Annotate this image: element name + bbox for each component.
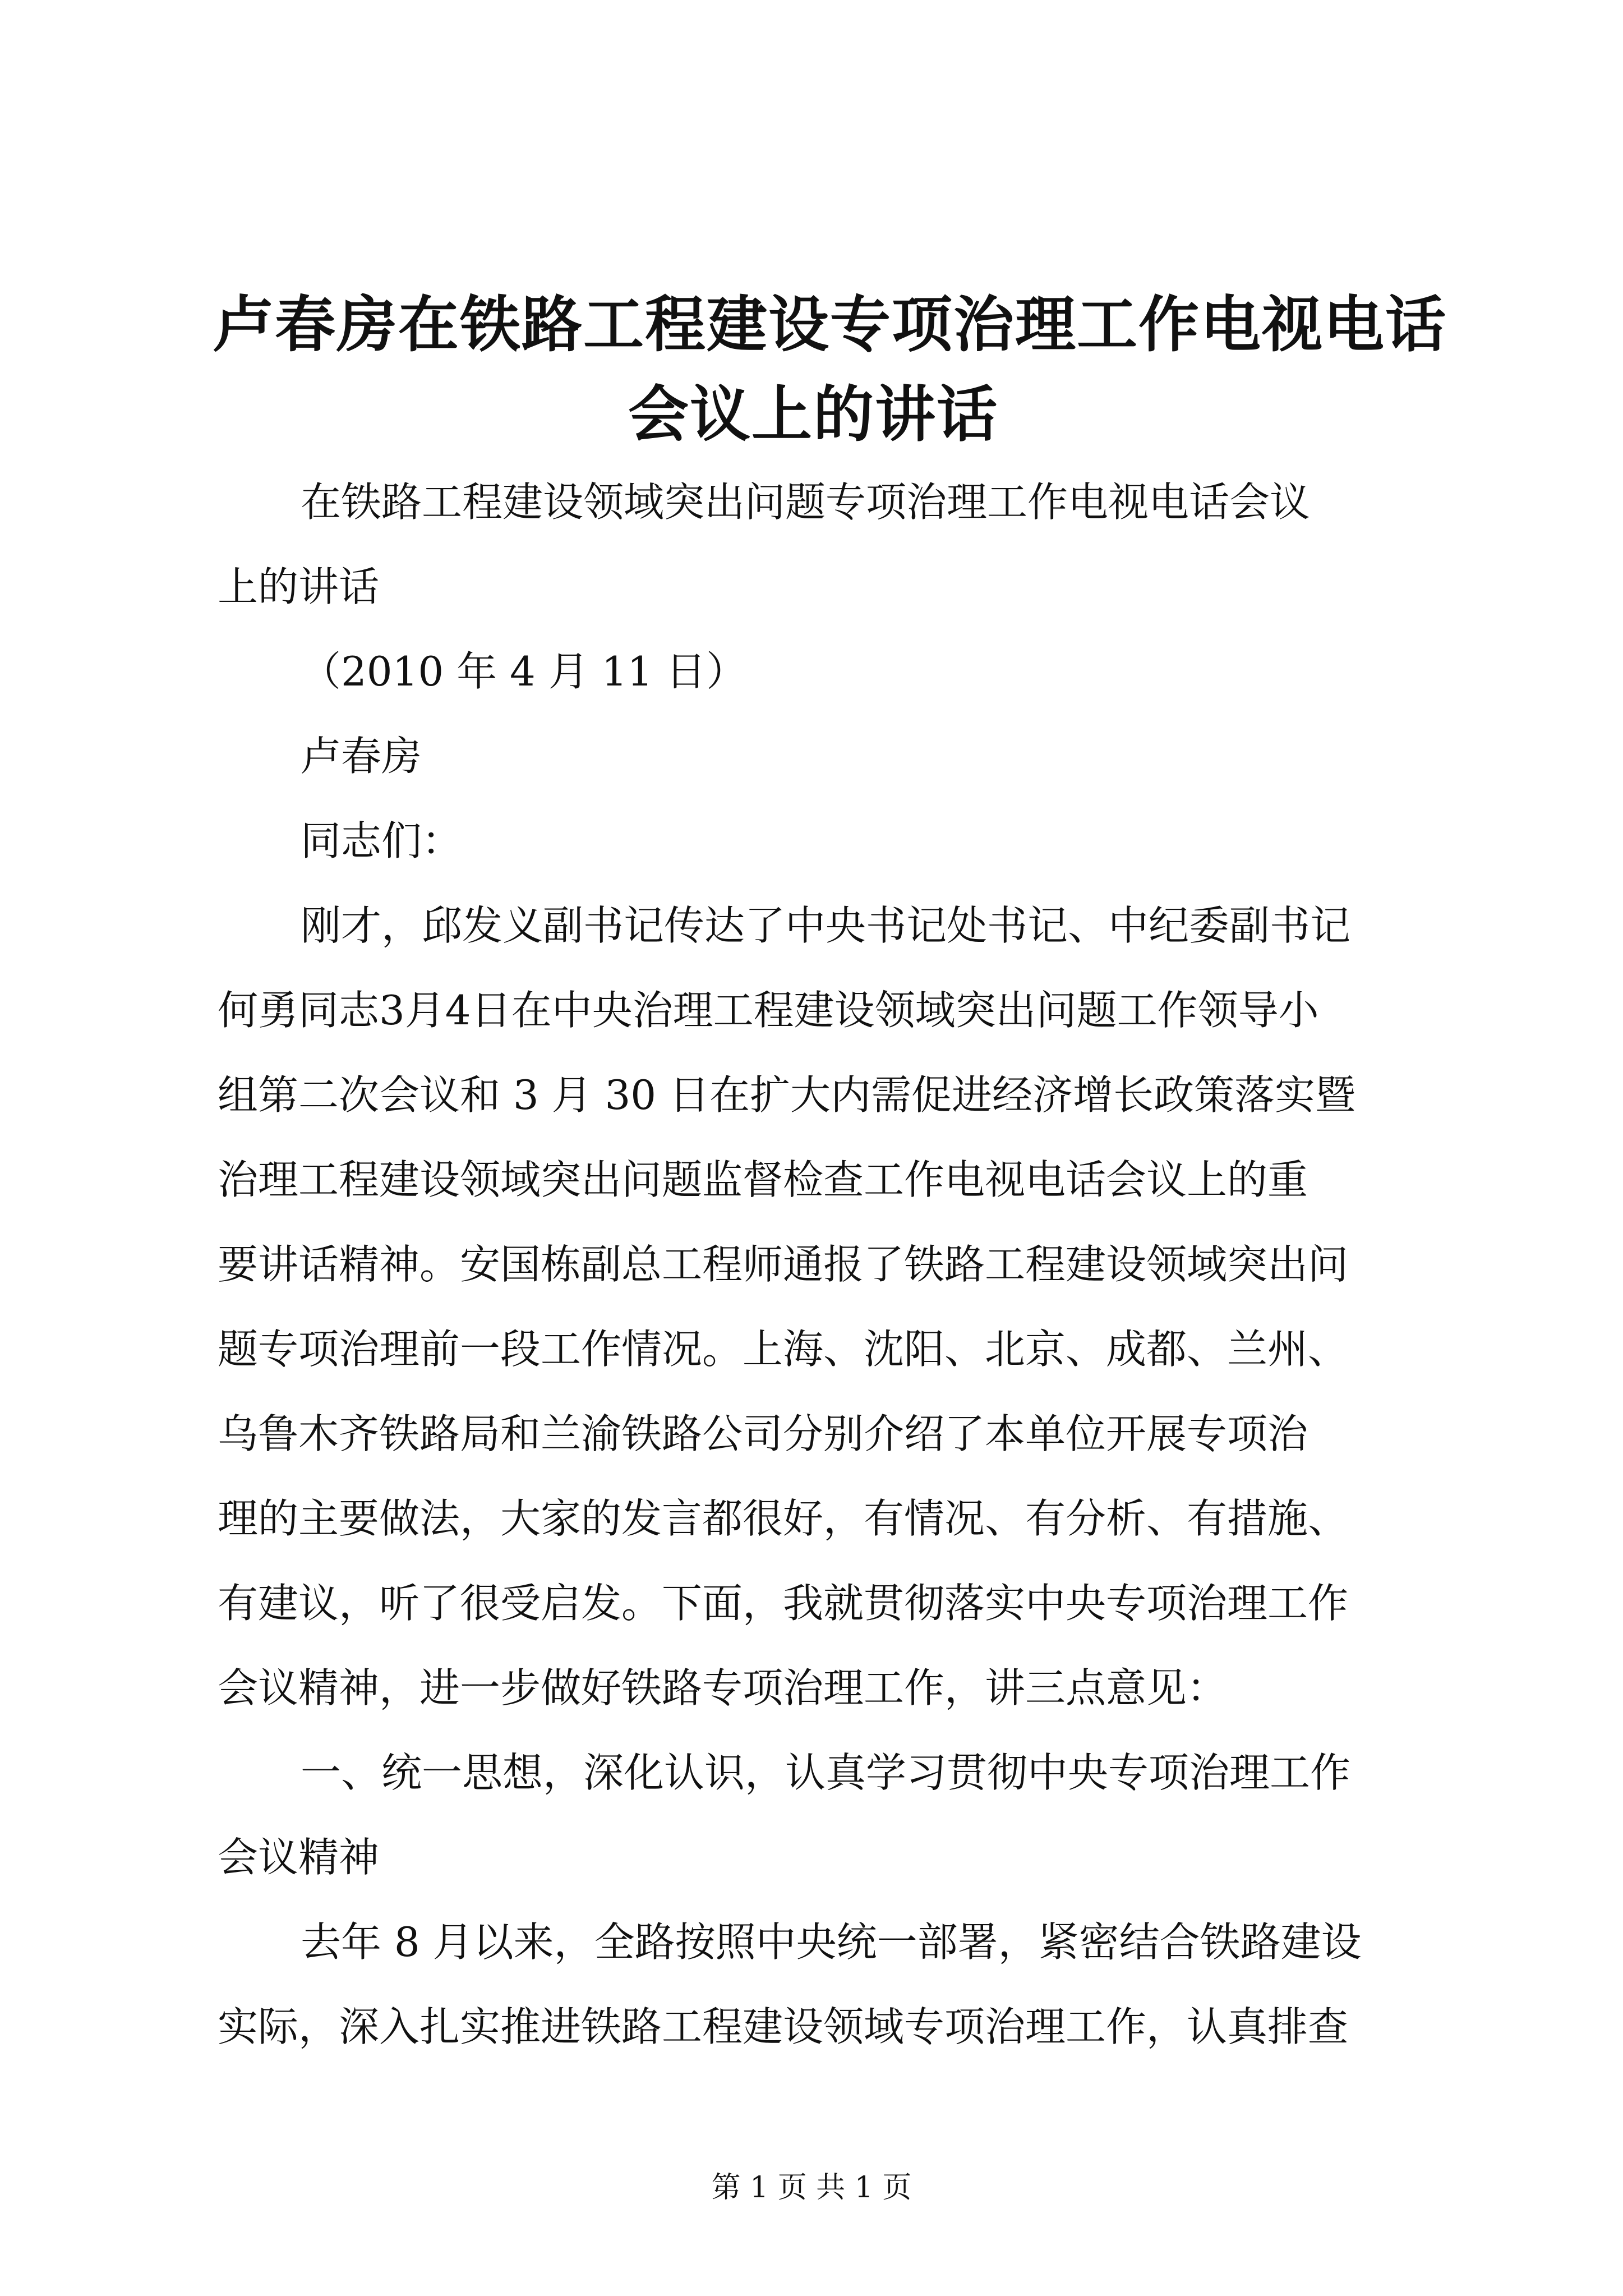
body-line: 会议精神，进一步做好铁路专项治理工作，讲三点意见： [218, 1664, 1228, 1711]
body-line: 卢春房 [301, 733, 422, 780]
body-line: 会议精神 [218, 1834, 380, 1881]
body-line: 一、统一思想，深化认识，认真学习贯彻中央专项治理工作 [301, 1749, 1351, 1796]
body-line: 治理工程建设领域突出问题监督检查工作电视电话会议上的重 [218, 1156, 1308, 1203]
page-footer: 第 1 页 共 1 页 [711, 2171, 912, 2205]
body-line: 题专项治理前一段工作情况。上海、沈阳、北京、成都、兰州、 [218, 1326, 1349, 1373]
body-line: 要讲话精神。安国栋副总工程师通报了铁路工程建设领域突出问 [218, 1241, 1349, 1288]
body-line: 同志们： [301, 817, 463, 864]
body-line: 去年 8 月以来，全路按照中央统一部署，紧密结合铁路建设 [301, 1918, 1362, 1966]
title-line-2: 会议上的讲话 [628, 380, 998, 450]
body-line: 乌鲁木齐铁路局和兰渝铁路公司分别介绍了本单位开展专项治 [218, 1410, 1308, 1457]
body-line: 理的主要做法，大家的发言都很好，有情况、有分析、有措施、 [218, 1495, 1349, 1542]
document-body [218, 460, 1423, 2069]
body-line: （2010 年 4 月 11 日） [301, 648, 747, 695]
body-line: 实际，深入扎实推进铁路工程建设领域专项治理工作，认真排查 [218, 2003, 1349, 2050]
body-line: 刚才，邱发义副书记传达了中央书记处书记、中纪委副书记 [301, 902, 1351, 949]
title-line-1: 卢春房在铁路工程建设专项治理工作电视电话 [213, 290, 1447, 360]
body-line: 有建议，听了很受启发。下面，我就贯彻落实中央专项治理工作 [218, 1580, 1349, 1627]
document-title [213, 280, 1447, 460]
body-line: 何勇同志3月4日在中央治理工程建设领域突出问题工作领导小 [218, 987, 1319, 1034]
body-line: 在铁路工程建设领域突出问题专项治理工作电视电话会议 [301, 478, 1311, 526]
body-line: 上的讲话 [218, 563, 380, 610]
body-line: 组第二次会议和 3 月 30 日在扩大内需促进经济增长政策落实暨 [218, 1071, 1355, 1119]
